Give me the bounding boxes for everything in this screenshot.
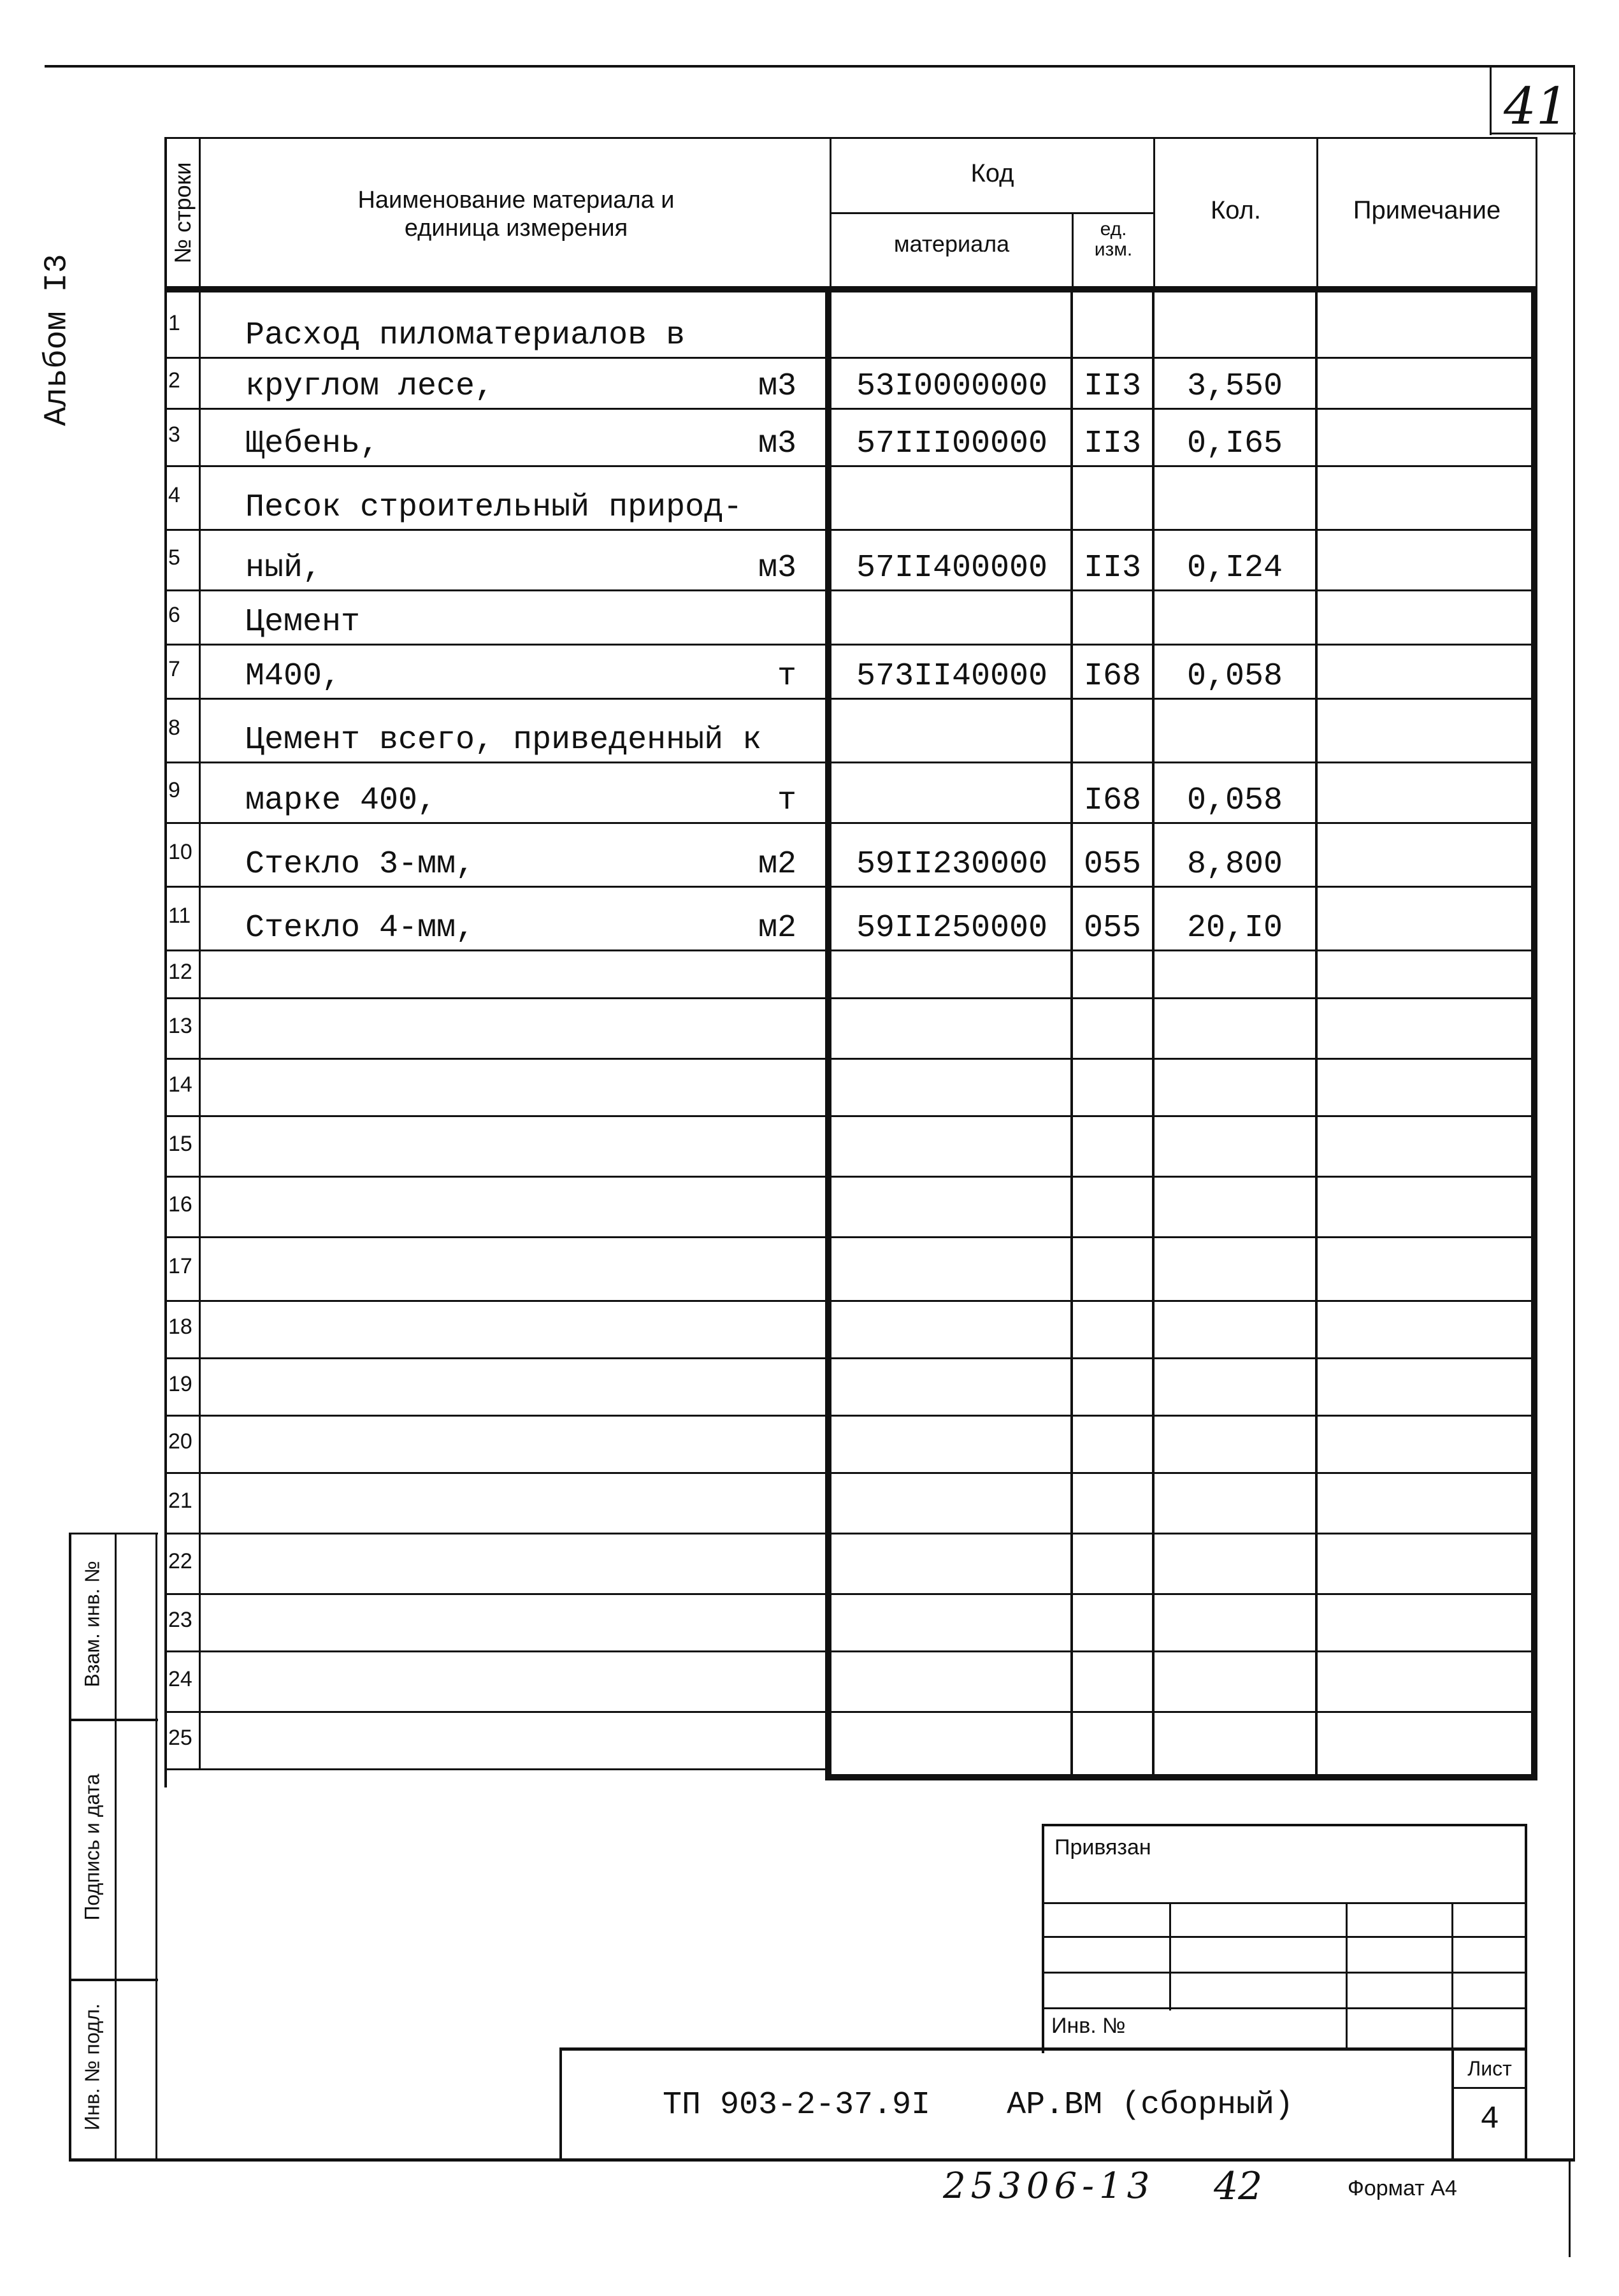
material-name: Расход пиломатериалов в xyxy=(245,317,686,354)
page-number-handwritten: 41 xyxy=(1504,76,1569,136)
material-name: круглом лесе, xyxy=(245,368,494,405)
material-name: Стекло 4-мм, xyxy=(245,910,475,946)
stamp-right-border xyxy=(155,1533,157,2160)
title-grid-h1 xyxy=(1042,1902,1526,1904)
row-number: 16 xyxy=(168,1192,192,1217)
row-divider xyxy=(164,644,1534,646)
unit: т xyxy=(777,658,796,695)
stamp-left-border xyxy=(69,1533,71,2160)
unit: т xyxy=(777,783,796,819)
material-name: ный, xyxy=(245,550,322,586)
row-number: 15 xyxy=(168,1131,192,1156)
stamp-inv-podl: Инв. № подл. xyxy=(80,2003,104,2131)
row-number: 2 xyxy=(168,368,180,393)
title-grid-v2 xyxy=(1346,1902,1348,2049)
row-divider xyxy=(164,1058,1534,1060)
quantity: 8,800 xyxy=(1186,846,1283,883)
margin-mark xyxy=(1569,2162,1571,2257)
title-sheet-number: 4 xyxy=(1479,2102,1499,2138)
title-sheet-label: Лист xyxy=(1467,2057,1512,2080)
title-grid-v1 xyxy=(1169,1902,1171,2011)
header-code-split xyxy=(830,212,1155,214)
material-name: Песок строительный природ- xyxy=(245,489,743,526)
archive-number: 25306-13 xyxy=(943,2165,1155,2207)
unit-code: II3 xyxy=(1083,426,1141,462)
row-divider xyxy=(164,1236,1534,1238)
row-divider xyxy=(164,1115,1534,1117)
material-code: 59II230000 xyxy=(856,846,1048,883)
material-name: марке 400, xyxy=(245,783,437,819)
material-code: 57III00000 xyxy=(856,426,1048,462)
material-name: Щебень, xyxy=(245,426,380,462)
quantity: 0,I65 xyxy=(1186,426,1283,462)
row-number: 20 xyxy=(168,1429,192,1454)
unit-code: II3 xyxy=(1083,550,1141,586)
table-left-border xyxy=(164,137,167,1787)
title-privyazan: Привязан xyxy=(1054,1835,1151,1859)
row-number: 13 xyxy=(168,1013,192,1038)
archive-page: 42 xyxy=(1214,2164,1263,2209)
header-name: Наименование материала и единица измерения xyxy=(357,187,675,242)
row-number: 11 xyxy=(168,904,191,928)
right-frame-border xyxy=(1573,65,1575,2162)
bottom-frame xyxy=(69,2158,1575,2162)
title-grid-h3 xyxy=(1042,1972,1526,1974)
title-grid-h2 xyxy=(1042,1936,1526,1938)
material-code: 573II40000 xyxy=(856,658,1048,695)
row-number: 9 xyxy=(168,777,180,802)
album-label: Альбом I3 xyxy=(39,254,76,426)
material-code: 53I0000000 xyxy=(856,368,1048,405)
header-code-material: материала xyxy=(893,231,1010,257)
row-divider xyxy=(164,822,1534,824)
body-bottom-thick xyxy=(825,1774,1537,1780)
header-qty: Кол. xyxy=(1210,196,1262,224)
title-inv-no: Инв. № xyxy=(1051,2014,1126,2038)
row-number: 23 xyxy=(168,1608,192,1632)
row-divider xyxy=(164,589,1534,591)
row-divider xyxy=(164,1593,1534,1595)
unit: м3 xyxy=(758,368,796,405)
row-number: 1 xyxy=(168,310,180,335)
quantity: 0,058 xyxy=(1186,783,1283,819)
title-main-top xyxy=(561,2047,1527,2051)
row-divider xyxy=(164,529,1534,531)
row-number: 14 xyxy=(168,1072,192,1097)
title-privyazan-top xyxy=(1042,1824,1526,1826)
material-name: Цемент всего, приведенный к xyxy=(245,722,762,758)
row-number: 21 xyxy=(168,1488,192,1513)
body-note-col xyxy=(1315,286,1318,1780)
row-number: 4 xyxy=(168,483,180,507)
row-divider xyxy=(164,1711,1534,1713)
row-number: 8 xyxy=(168,716,180,740)
unit-code: 055 xyxy=(1083,846,1141,883)
unit-code: I68 xyxy=(1083,658,1141,695)
stamp-vzam-inv: Взам. инв. № xyxy=(80,1561,104,1687)
quantity: 20,I0 xyxy=(1186,910,1283,946)
row-divider xyxy=(164,886,1534,888)
title-sheet-split xyxy=(1451,2087,1527,2089)
title-main-left xyxy=(559,2047,562,2161)
body-unitcode-col xyxy=(1070,286,1073,1780)
header-code: Код xyxy=(970,159,1014,187)
row-number: 6 xyxy=(168,602,180,627)
body-qty-col xyxy=(1152,286,1155,1780)
header-top-border xyxy=(164,137,1537,139)
unit-code: 055 xyxy=(1083,910,1141,946)
row-divider xyxy=(164,1650,1534,1652)
quantity: 0,I24 xyxy=(1186,550,1283,586)
title-grid-v3 xyxy=(1451,1902,1453,2049)
unit: м3 xyxy=(758,550,796,586)
quantity: 0,058 xyxy=(1186,658,1283,695)
material-code: 59II250000 xyxy=(856,910,1048,946)
table-bottom-border xyxy=(164,1768,830,1770)
stamp-podpis-data: Подпись и дата xyxy=(80,1773,104,1921)
row-divider xyxy=(164,949,1534,951)
unit: м3 xyxy=(758,426,796,462)
row-number: 3 xyxy=(168,422,180,447)
row-divider xyxy=(164,1472,1534,1474)
row-number: 25 xyxy=(168,1726,192,1750)
row-number: 5 xyxy=(168,545,180,570)
row-number: 24 xyxy=(168,1666,192,1691)
row-divider xyxy=(164,698,1534,700)
header-row-no: № строки xyxy=(169,162,196,264)
unit: м2 xyxy=(758,846,796,883)
title-grid-h4 xyxy=(1042,2007,1526,2009)
body-right-thick xyxy=(1531,286,1537,1780)
quantity: 3,550 xyxy=(1186,368,1283,405)
material-name: Цемент xyxy=(245,604,361,640)
stamp-mid-border xyxy=(115,1533,117,2160)
header-right-border xyxy=(1536,137,1537,290)
row-divider xyxy=(164,1415,1534,1417)
row-number: 12 xyxy=(168,959,192,984)
row-number: 18 xyxy=(168,1315,192,1339)
unit-code: II3 xyxy=(1083,368,1141,405)
material-name: М400, xyxy=(245,658,342,695)
row-divider xyxy=(164,408,1534,410)
row-divider xyxy=(164,465,1534,467)
material-code: 57II400000 xyxy=(856,550,1048,586)
row-divider xyxy=(164,1300,1534,1302)
title-designation: ТП 903-2-37.9I АР.ВМ (сборный) xyxy=(663,2087,1294,2123)
row-divider xyxy=(164,1176,1534,1178)
row-divider xyxy=(164,1533,1534,1534)
row-number: 10 xyxy=(168,840,192,864)
unit-code: I68 xyxy=(1083,783,1141,819)
material-name: Стекло 3-мм, xyxy=(245,846,475,883)
row-divider xyxy=(164,1357,1534,1359)
body-left-thick xyxy=(825,286,831,1780)
header-code-unit: ед. изм. xyxy=(1094,219,1133,260)
row-divider xyxy=(164,357,1534,359)
title-privyazan-left xyxy=(1042,1824,1044,2053)
rownum-col-border xyxy=(199,137,201,1768)
row-divider xyxy=(164,762,1534,763)
top-border xyxy=(45,65,1574,68)
unit: м2 xyxy=(758,910,796,946)
row-divider xyxy=(164,997,1534,999)
page-number-box-left xyxy=(1490,65,1492,135)
body-top-border xyxy=(164,286,1537,292)
row-number: 22 xyxy=(168,1549,192,1573)
header-note: Примечание xyxy=(1353,196,1501,224)
format-label: Формат А4 xyxy=(1348,2176,1457,2200)
row-number: 19 xyxy=(168,1372,192,1396)
row-number: 7 xyxy=(168,656,180,681)
row-number: 17 xyxy=(168,1254,192,1278)
